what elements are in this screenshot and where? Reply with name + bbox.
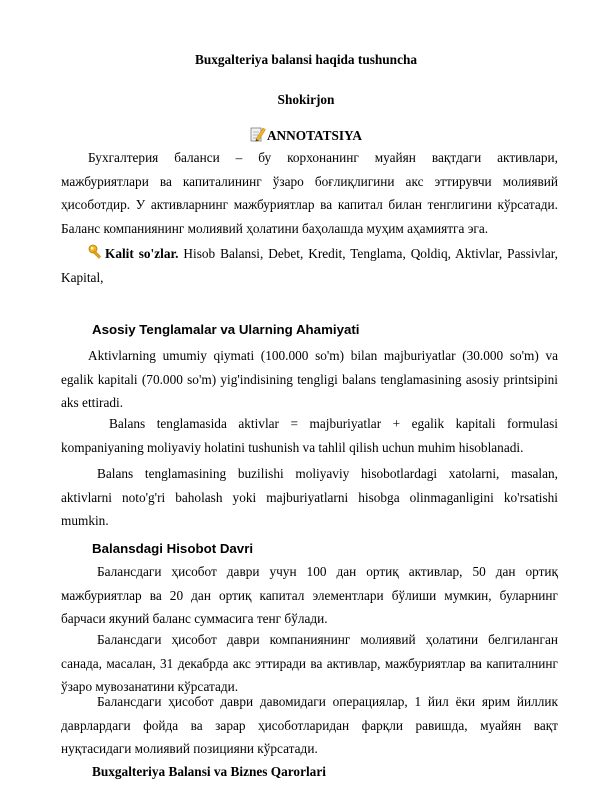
keywords-label: Kalit so'zlar. [105,246,179,261]
key-icon [88,244,104,260]
equations-paragraph-1: Aktivlarning umumiy qiymati (100.000 so'm) bilan majburiyatlar (30.000 so'm) va egalik kapitali (70.000 so'm) yig'indisining tengligi balans tenglamasining asosiy printsipini aks ettiradi. [61,348,558,410]
annotation-heading: ANNOTATSIYA [266,128,363,143]
keywords-list: Hisob Balansi, Debet, Kredit, Tenglama, Qoldiq, Aktivlar, Passivlar, Kapital, [61,246,558,285]
section-heading-business-decisions: Buxgalteriya Balansi va Biznes Qarorlari [92,764,326,779]
reporting-paragraph-1: Балансдаги ҳисобот даври учун 100 дан ортиқ активлар, 50 дан ортиқ мажбуриятлар ва 20 дан ортиқ капитал элементлари бўлиши мумкин, буларнинг барчаси якуний баланс суммасига тенг бўлади. [61,564,558,626]
document-title: Buxgalteriya balansi haqida tushuncha [194,52,418,67]
keywords-paragraph [61,242,558,289]
annotation-paragraph: Бухгалтерия баланси – бу корхонанинг муайян вақтдаги активлари, мажбуриятлари ва капиталининг ўзаро боғлиқлигини акс эттирувчи молиявий ҳисоботдир. У активларнинг мажбуриятлар ва капитал билан тенглигини кўрсатади. Баланс компаниянинг молиявий ҳолатини баҳолашда муҳим аҳамиятга эга. [61,150,558,236]
section-heading-equations: Asosiy Tenglamalar va Ularning Ahamiyati [92,322,360,337]
memo-pencil-icon [250,126,266,142]
reporting-paragraph-3: Балансдаги ҳисобот даври давомидаги операциялар, 1 йил ёки ярим йиллик даврлардаги фойда ва зарар ҳисоботларидан фарқли равишда, муайян вақт нуқтасидаги молиявий позицияни кўрсатади. [61,694,558,756]
equations-paragraph-2: Balans tenglamasida aktivlar = majburiyatlar + egalik kapitali formulasi kompaniyaning moliyaviy holatini tushunish va tahlil qilish uchun muhim hisoblanadi. [61,416,558,455]
equations-paragraph-3: Balans tenglamasining buzilishi moliyaviy hisobotlardagi xatolarni, masalan, aktivlarni noto'g'ri baholash yoki majburiyatlarni hisobga olinmaganligini ko'rsatishi mumkin. [61,466,558,528]
document-author: Shokirjon [277,92,335,107]
annotation-heading-line [0,124,612,148]
section-heading-reporting-period: Balansdagi Hisobot Davri [92,541,254,556]
reporting-paragraph-2: Балансдаги ҳисобот даври компаниянинг молиявий ҳолатини белгиланган санада, масалан, 31 декабрда акс эттиради ва активлар, мажбуриятлар ва капиталнинг ўзаро мувозанатини кўрсатади. [61,632,558,694]
